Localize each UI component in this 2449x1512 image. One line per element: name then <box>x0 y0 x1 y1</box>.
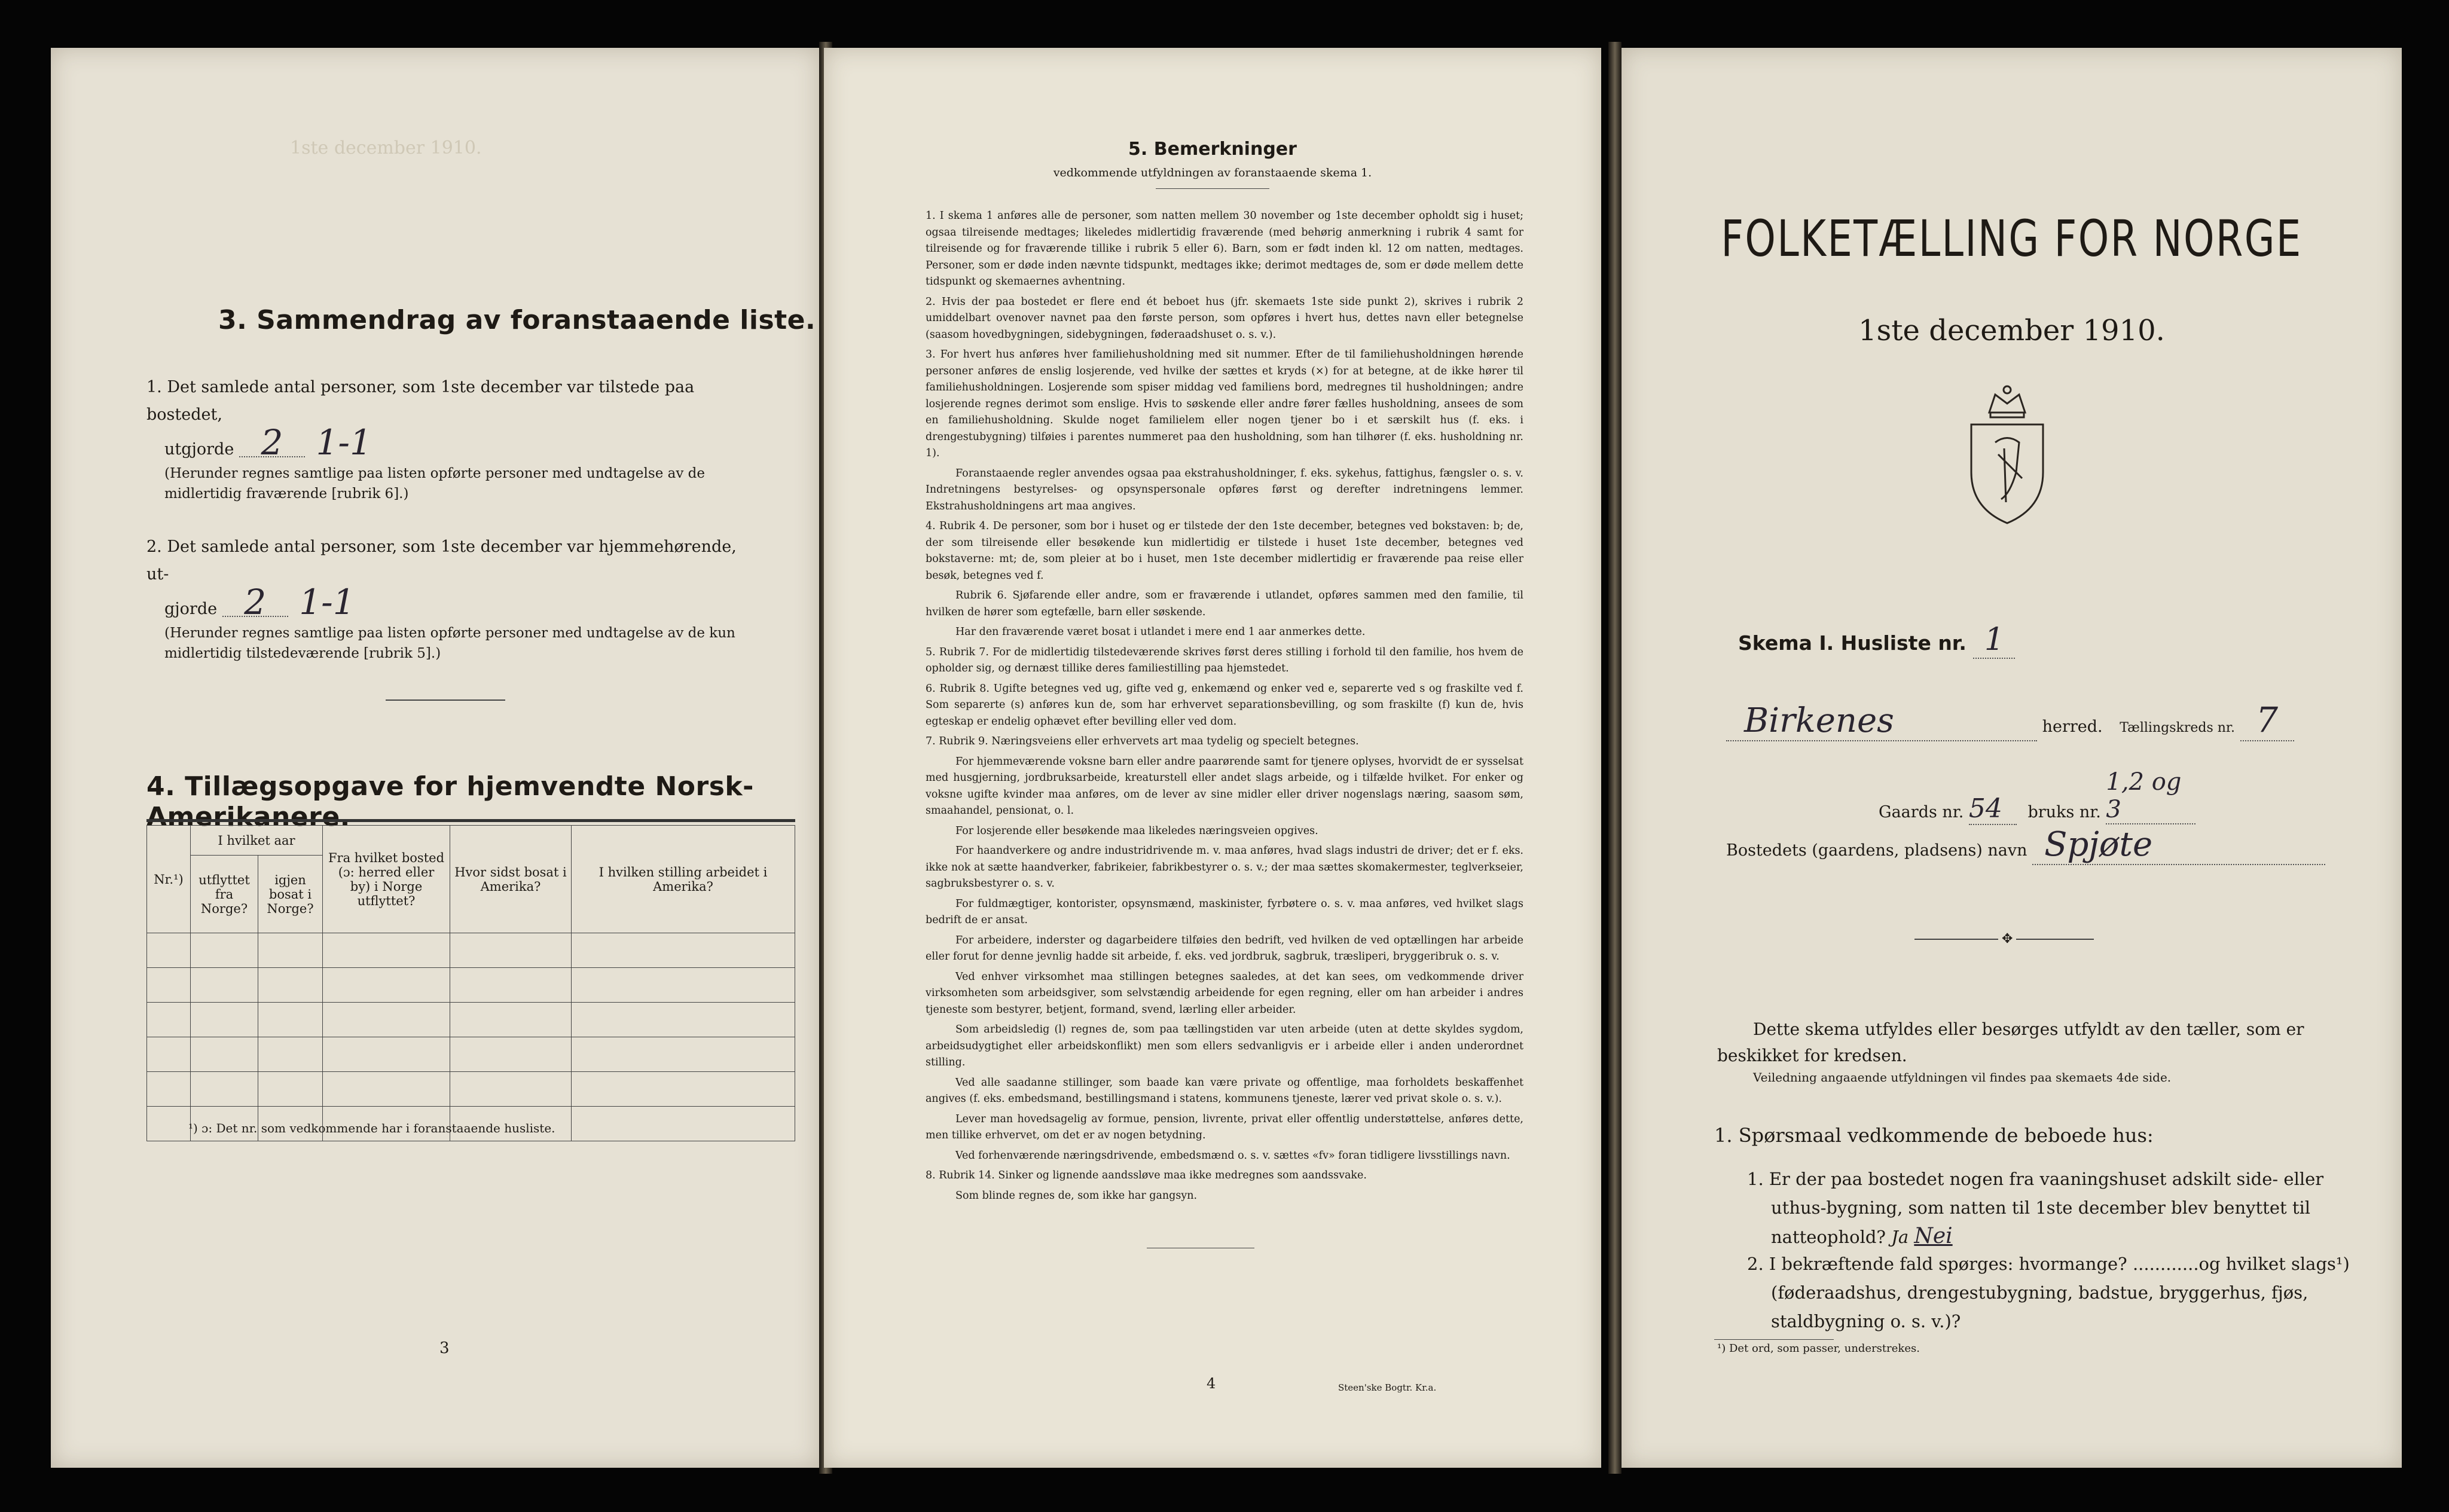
left-page <box>51 48 819 1468</box>
section3-item1 <box>146 374 762 504</box>
remark-paragraph: Har den fraværende været bosat i utlandet i mere end 1 aar anmerkes dette. <box>955 626 1366 638</box>
fold-right <box>1608 42 1622 1474</box>
item2-prefix: gjorde <box>164 600 218 618</box>
remark-paragraph: Foranstaaende regler anvendes ogsaa paa ekstrahusholdninger, f. eks. sykehus, fattighus, fængsler o. s. v. Indretningens bestyrelses- og opsynspersonale opføres først og derefter indretningens lemmer. Ekstrahusholdningens art maa angives. <box>926 467 1523 512</box>
remark-paragraph: For losjerende eller besøkende maa likeledes næringsveien opgives. <box>955 824 1318 837</box>
ornament-icon: ✥ <box>1998 931 2016 946</box>
col-returned: igjen bosat i Norge? <box>258 856 323 933</box>
gaards-label: Gaards nr. <box>1879 803 1964 821</box>
remark-paragraph: 1. I skema 1 anføres alle de personer, som natten mellem 30 november og 1ste december opholdt sig i huset; ogsaa tilreisende medtages; likeledes midlertidig fraværende (med behørig anmerkning i rubrik 4 samt for tilreisende og for fraværende tillike i rubrik 5 eller 6). Barn, som er født inden kl. 12 om natten, medtages. Personer, som er døde inden nævnte tidspunkt, medtages ikke; derimot medtages de, som er døde mellem dette tidspunkt og skemaernes avhentning. <box>926 210 1523 288</box>
intro-text: Dette skema utfyldes eller besørges utfyldt av den tæller, som er beskikket for kredsen. <box>1717 1019 2304 1065</box>
herred-value: Birkenes <box>1726 701 2037 741</box>
section3-item2 <box>146 533 762 664</box>
census-date: 1ste december 1910. <box>1858 314 2165 347</box>
q1-answer-label: Ja <box>1891 1227 1909 1247</box>
remark-paragraph: Ved forhenværende næringsdrivende, embedsmænd o. s. v. sættes «fv» foran tidligere livsstillings navn. <box>955 1149 1510 1162</box>
item2-extra: 1-1 <box>299 582 355 622</box>
remark-paragraph: 8. Rubrik 14. Sinker og lignende aandssløve maa ikke medregnes som aandssvake. <box>926 1169 1367 1181</box>
page-number-4: 4 <box>1207 1375 1216 1392</box>
coat-of-arms-icon <box>1953 383 2061 526</box>
remark-paragraph: Lever man hovedsagelig av formue, pension, livrente, privat eller offentlig understøttelse, anføres dette, men tillike erhvervet, om det er av nogen betydning. <box>926 1113 1523 1141</box>
bosted-row <box>1726 825 2348 865</box>
remark-paragraph: 4. Rubrik 4. De personer, som bor i huset og er tilstede der den 1ste december, betegnes ved bokstaven: b; de, der som tilreisende eller besøkende kun midlertidig er tilstede i huset 1ste december, betegnes ved bokstaverne: mt; de, som pleier at bo i huset, men 1ste december midlertidig er fraværende paa reise eller besøk, betegnes ved f. <box>926 520 1523 582</box>
remark-paragraph: For fuldmægtiger, kontorister, opsynsmænd, maskinister, fyrbøtere o. s. v. maa anføres, ved hvilket slags bedrift de er ansat. <box>926 897 1523 926</box>
item1-text: 1. Det samlede antal personer, som 1ste december var tilstede paa bostedet, <box>146 378 695 424</box>
bruks-value: 1,2 og 3 <box>2106 768 2195 824</box>
remark-paragraph: For haandverkere og andre industridrivende m. v. maa anføres, hvad slags industri de driver; det er f. eks. ikke nok at sætte haandverker, fabrikeier, fabrikbestyrer o. s. v.; der maa sættes skomakermester, teglverkseier, sagbruksbestyrer o. s. v. <box>926 845 1523 890</box>
faded-header: 1ste december 1910. <box>290 138 482 158</box>
herred-label: herred. <box>2042 717 2103 736</box>
question-1 <box>1747 1165 2369 1251</box>
middle-page <box>824 48 1601 1468</box>
col-from-place: Fra hvilket bosted (ɔ: herred eller by) i Norge utflyttet? <box>323 826 450 933</box>
divider <box>386 700 505 701</box>
page-number-3: 3 <box>439 1339 450 1357</box>
col-emigrated: utflyttet fra Norge? <box>191 856 258 933</box>
section3-title: 3. Sammendrag av foranstaaende liste. <box>218 305 816 335</box>
schema-label: Skema I. Husliste nr. <box>1738 631 1966 655</box>
herred-row <box>1726 700 2348 741</box>
gaards-row <box>1879 768 2195 825</box>
remark-paragraph: 5. Rubrik 7. For de midlertidig tilstedeværende skrives først deres stilling i forhold til den familie, hos hvem de opholder sig, og dernæst tillike deres familiestilling paa hjemstedet. <box>926 646 1523 674</box>
bosted-label: Bostedets (gaardens, pladsens) navn <box>1726 841 2027 860</box>
col-nr: Nr.¹) <box>147 826 191 933</box>
remark-paragraph: For arbeidere, inderster og dagarbeidere tilføies den bedrift, ved hvilken de ved optællingen har arbeide eller forut for denne jevnlig hadde sit arbeide, f. eks. ved jordbruk, sagbruk, træsliperi, bryggeribruk o. s. v. <box>926 934 1523 963</box>
item1-extra: 1-1 <box>316 422 372 463</box>
bruks-label: bruks nr. <box>2027 803 2101 821</box>
krets-label: Tællingskreds nr. <box>2120 720 2236 735</box>
right-footnote: ¹) Det ord, som passer, understrekes. <box>1717 1342 1920 1355</box>
question-2: 2. I bekræftende fald spørges: hvormange? ............og hvilket slags¹) (føderaadshus, drengestubygning, badstue, bryggerhus, fjøs, staldbygning o. s. v.)? <box>1747 1254 2350 1331</box>
census-title: FOLKETÆLLING FOR NORGE <box>1721 209 2303 268</box>
item1-note: (Herunder regnes samtlige paa listen opførte personer med undtagelse av de midlertidig fraværende [rubrik 6].) <box>164 466 705 502</box>
item2-text: 2. Det samlede antal personer, som 1ste december var hjemmehørende, ut- <box>146 537 737 584</box>
remark-paragraph: 2. Hvis der paa bostedet er flere end ét beboet hus (jfr. skemaets 1ste side punkt 2), skrives i rubrik 2 umiddelbart ovenover navnet paa den første person, som opføres i hvert hus, dettes navn eller betegnelse (saasom hovedbygningen, sidebygningen, føderaadshuset o. s. v.). <box>926 295 1523 341</box>
remark-paragraph: Som arbeidsledig (l) regnes de, som paa tællingstiden var uten arbeide (uten at dette skyldes sygdom, arbeidsudygtighet eller arbeidskonflikt) men som ellers sedvanligvis er i arbeide eller i anden underordnet stilling. <box>926 1024 1523 1068</box>
remark-paragraph: For hjemmeværende voksne barn eller andre paarørende samt for tjenere oplyses, hvorvidt de er sysselsat med husgjerning, jordbruksarbeide, kreaturstell eller andet slags arbeide, og i tilfælde hvilket. For enker og voksne ugifte kvinder maa anføres, om de lever av sine midler eller driver nogenslags næring, saasom søm, smaahandel, pensionat, o. l. <box>926 755 1523 817</box>
item1-prefix: utgjorde <box>164 440 234 459</box>
section4-footnote: ¹) ɔ: Det nr. som vedkommende har i foranstaaende husliste. <box>188 1121 555 1135</box>
section4-title: 4. Tillægsopgave for hjemvendte Norsk-Amerikanere. <box>146 771 754 832</box>
remark-paragraph: Ved alle saadanne stillinger, som baade kan være private og offentlige, maa forholdets beskaffenhet angives (f. eks. embedsmand, bestillingsmand i statens, kommunens tjeneste, lærer ved privat skole o. s. v.). <box>926 1076 1523 1105</box>
col-group-year: I hvilket aar <box>191 826 323 856</box>
col-last-place: Hvor sidst bosat i Amerika? <box>450 826 572 933</box>
item1-value: 2 <box>239 429 305 457</box>
remarks-title: 5. Bemerkninger <box>1128 139 1297 160</box>
q1-answer: Nei <box>1914 1224 1953 1248</box>
section4-rule <box>146 819 795 822</box>
question-1-text: 1. Er der paa bostedet nogen fra vaaningshuset adskilt side- eller uthus-bygning, som natten til 1ste december blev benyttet til natteophold? <box>1747 1169 2324 1247</box>
questions-header: 1. Spørsmaal vedkommende de beboede hus: <box>1714 1124 2154 1147</box>
remarks-list <box>926 208 1523 1208</box>
item2-value: 2 <box>222 588 288 617</box>
krets-value: 7 <box>2240 700 2294 741</box>
husliste-nr: 1 <box>1973 622 2015 659</box>
item2-note: (Herunder regnes samtlige paa listen opførte personer med undtagelse av de kun midlertidig tilstedeværende [rubrik 5].) <box>164 625 735 661</box>
remark-paragraph: 6. Rubrik 8. Ugifte betegnes ved ug, gifte ved g, enkemænd og enker ved e, separerte ved s og fraskilte ved f. Som separerte (s) anføres kun de, som har erhvervet separationsbevilling, og som fraskilte (f) kun de, hvis egteskap er endelig ophævet efter bevilling eller ved dom. <box>926 682 1523 728</box>
printer-mark: Steen'ske Bogtr. Kr.a. <box>1338 1382 1437 1393</box>
remark-paragraph: Som blinde regnes de, som ikke har gangsyn. <box>955 1189 1198 1202</box>
norsk-amerikanere-table <box>146 825 795 1141</box>
right-page <box>1622 48 2402 1468</box>
bosted-value: Spjøte <box>2032 825 2325 865</box>
remarks-subtitle: vedkommende utfyldningen av foranstaaende skema 1. <box>1053 166 1372 179</box>
remark-paragraph: 7. Rubrik 9. Næringsveiens eller erhvervets art maa tydelig og specielt betegnes. <box>926 735 1359 747</box>
gaards-value: 54 <box>1969 793 2017 825</box>
remark-paragraph: Ved enhver virksomhet maa stillingen betegnes saaledes, at det kan sees, om vedkommende driver virksomheten som arbeidsgiver, som selvstændig arbeidende for egen regning, eller om han arbeider i andres tjeneste som bestyrer, betjent, formand, svend, lærling eller arbeider. <box>926 970 1523 1016</box>
remark-paragraph: 3. For hvert hus anføres hver familiehusholdning med sit nummer. Efter de til familiehusholdningen hørende personer anføres de enslig losjerende, ved hvilke der sættes et kryds (×) for at betegne, at de ikke hører til familiehusholdningen. Losjerende som spiser middag ved familiens bord, medregnes til husholdningen; andre losjerende regnes derimot som enslige. Hvis to søskende eller andre fører fælles husholdning, ansees de som en familiehusholdning. Skulde noget familielem eller nogen tjener bo i et særskilt hus (f. eks. i drengestubygning) tilføies i parentes nummeret paa den husholdning, som han tilhører (f. eks. husholdning nr. 1). <box>926 349 1523 459</box>
guidance-text: Veiledning angaaende utfyldningen vil findes paa skemaets 4de side. <box>1753 1070 2172 1085</box>
col-occupation: I hvilken stilling arbeidet i Amerika? <box>572 826 795 933</box>
schema-label-row <box>1738 622 2015 659</box>
remark-paragraph: Rubrik 6. Sjøfarende eller andre, som er fraværende i utlandet, opføres sammen med den familie, til hvilken de hører som egtefælle, barn eller søskende. <box>926 589 1523 618</box>
